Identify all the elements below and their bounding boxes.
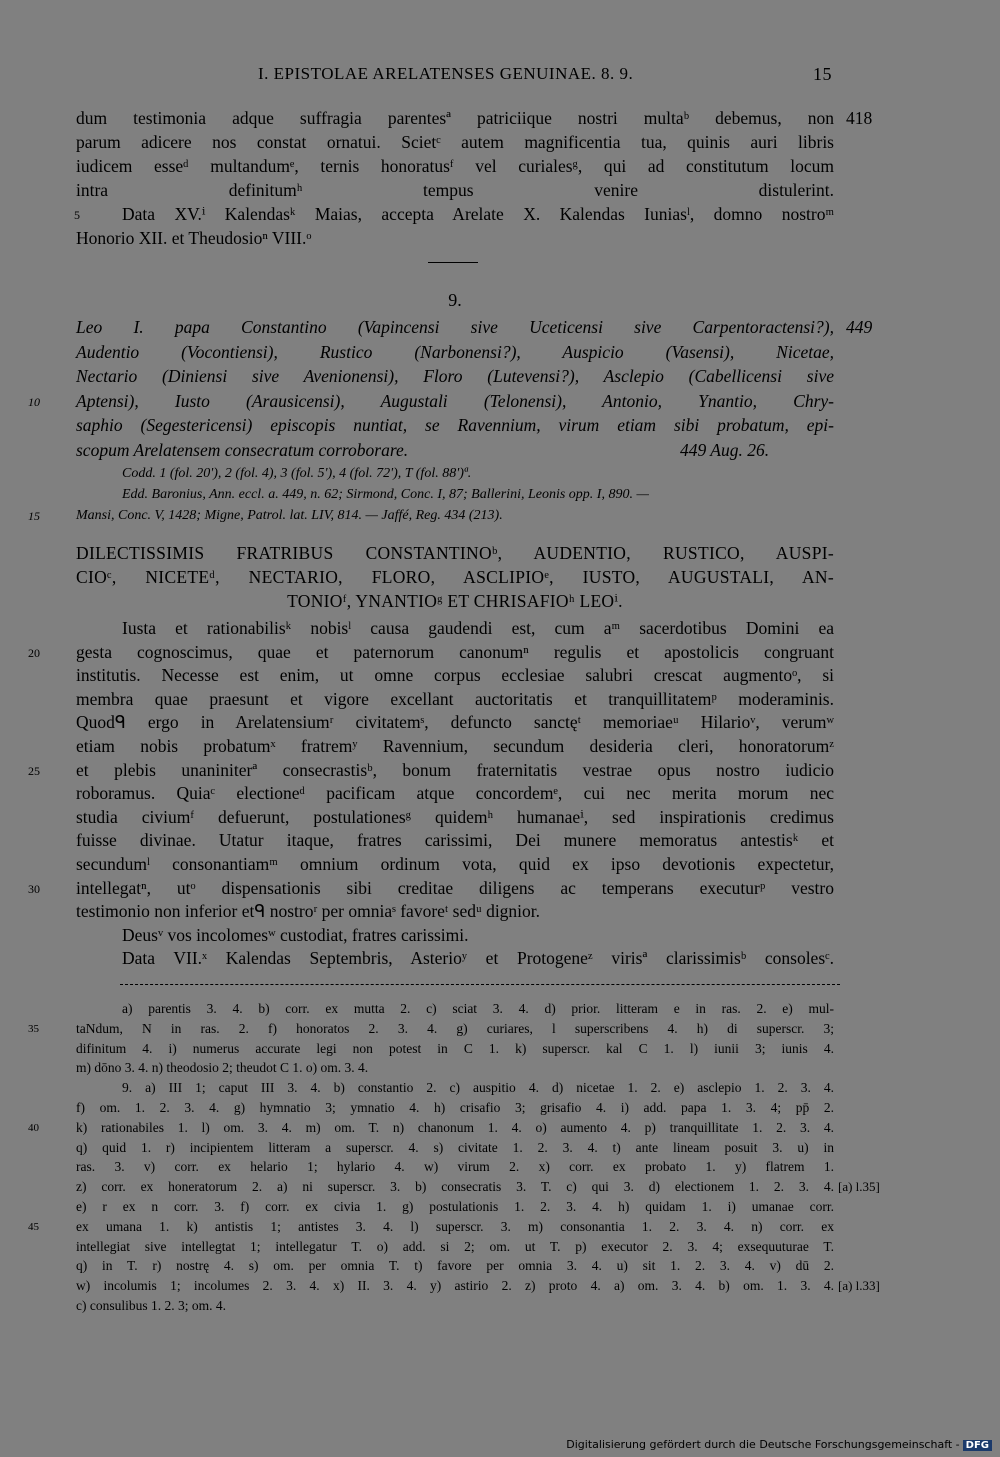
footnote-line — [76, 1296, 834, 1316]
digitization-footer — [566, 1438, 992, 1451]
footnote-line-text: q) in T. r) nostrę 4. s) om. per omnia T. t) favore per omnia 3. 4. u) sit 1. 2. 3. 4. v) dū 2. — [76, 1258, 834, 1274]
codices-editions — [28, 463, 834, 526]
body-line — [28, 640, 834, 664]
footnote-line-text: a) parentis 3. 4. b) corr. ex mutta 2. c) sciat 3. 4. d) prior. litteram e in ras. 2. e) mul- — [122, 1001, 834, 1016]
body-line — [76, 946, 834, 970]
footnote-line-text: 9. a) III 1; caput III 3. 4. b) constantio 2. c) auspitio 4. d) nicetae 1. 2. e) asclepio 1. 2. 3. 4. — [122, 1080, 834, 1096]
salutation-line: TONIOᶠ, YNANTIOᵍ ET CHRISAFIOʰ LEOⁱ. — [287, 591, 623, 611]
footnote-line-text: k) rationabiles 1. l) om. 3. 4. m) om. T. n) chanonum 1. 4. o) aumento 4. p) tranquillitate 1. 2. 3. 4. — [76, 1119, 834, 1135]
summary-line — [76, 364, 834, 389]
line-number: 15 — [28, 509, 40, 523]
text-line-text: Data XV.ⁱ Kalendasᵏ Maias, accepta Arelate X. Kalendas Iuniasˡ, domno nostroᵐ — [122, 204, 834, 224]
margin-number: 449 — [846, 317, 873, 337]
text-line — [76, 226, 834, 250]
body-line-text: roboramus. Quiaᶜ electioneᵈ pacificam atque concordemᵉ, cui nec merita morum nec — [76, 783, 834, 804]
footnote-line — [76, 1138, 834, 1158]
running-title: I. EPISTOLAE ARELATENSES GENUINAE. 8. 9. — [258, 64, 634, 83]
footnote-line — [76, 1197, 834, 1217]
footnote-line-text: q) quid 1. r) incipientem litteram a superscr. 4. s) civitate 1. 2. 3. 4. t) ante lineam posuit 3. u) in — [76, 1139, 834, 1155]
summary-line — [28, 389, 834, 414]
body-line-text: etiam nobis probatumˣ fratremʸ Ravennium, secundum desideria cleri, honoratorumᶻ — [76, 735, 834, 756]
summary-line-text: saphio (Segestericensi) episcopis nuntiat, se Ravennium, virum etiam sibi probatum, epi- — [76, 415, 834, 435]
line-number: 10 — [28, 394, 40, 409]
summary-line — [76, 438, 834, 463]
body-line — [76, 616, 834, 640]
footnote-line-text: ex umana 1. k) antistis 1; antistes 3. 4. l) superscr. 3. m) consonantia 1. 2. 3. 4. n) corr. ex — [76, 1218, 834, 1234]
body-line-text: Quodᑫ ergo in Arelatensiumʳ civitatemˢ, defuncto sanctęᵗ memoriaeᵘ Hilarioᵛ, verumʷ — [76, 712, 834, 733]
letter-number: 9. — [448, 290, 462, 310]
line-number: 40 — [28, 1121, 39, 1134]
footnote-line — [76, 1276, 880, 1296]
footnote-line-text: taNdum, N in ras. 2. f) honoratos 2. 3. 4. g) curiares, l superscribens 4. h) di superscr. 3; — [76, 1020, 834, 1036]
footnote-line-text: z) corr. ex honeratorum 2. a) ni superscr. 3. b) consecratis 3. T. c) qui 3. d) electionem 1. 2. 3. 4. — [76, 1179, 834, 1195]
summary-line — [76, 413, 834, 438]
body-line — [76, 923, 834, 947]
margin-number: [a) l.35] — [838, 1179, 880, 1195]
line-number: 35 — [28, 1022, 39, 1035]
body-line-text: fuisse divinae. Utatur itaque, fratres carissimi, Dei munere memoratus antestisᵏ et — [76, 830, 834, 851]
summary-line-text: Leo I. papa Constantino (Vapincensi sive Uceticensi sive Carpentoractensi?), — [76, 317, 834, 337]
text-line-text: dum testimonia adque suffragia parentesª patriciique nostri multaᵇ debemus, non — [76, 108, 834, 128]
body-line-text: Data VII.ˣ Kalendas Septembris, Asterioʸ et Protogeneᶻ virisª clarissimisᵇ consolesᶜ. — [122, 948, 834, 969]
footnote-line — [76, 1098, 834, 1118]
codd-line-text: Codd. 1 (fol. 20'), 2 (fol. 4), 3 (fol. 5'), 4 (fol. 72'), T (fol. 88')ª. — [122, 466, 472, 481]
body-line — [76, 828, 834, 852]
summary-line — [76, 340, 834, 365]
salutation-line: DILECTISSIMIS FRATRIBUS CONSTANTINOᵇ, AUDENTIO, RUSTICO, AUSPI- — [76, 543, 834, 563]
footnote-rule — [120, 984, 840, 986]
footnote-line-text: e) r ex n corr. 3. f) corr. ex civia 1. g) postulationis 1. 2. 3. 4. h) quidam 1. i) umanae corr. — [76, 1198, 834, 1214]
summary-line-text: Aptensi), Iusto (Arausicensi), Augustali (Telonensi), Antonio, Ynantio, Chry- — [76, 390, 834, 411]
body-line-text: Deusᵛ vos incolomesʷ custodiat, fratres carissimi. — [122, 924, 469, 945]
letter-date: 449 Aug. 26. — [680, 439, 770, 460]
footnote-line — [76, 1039, 834, 1059]
footer-text: Digitalisierung gefördert durch die Deutsche Forschungsgemeinschaft - — [566, 1438, 960, 1451]
summary-line-text: Nectario (Diniensi sive Avenionensi), Floro (Lutevensi?), Asclepio (Cabellicensi sive — [76, 366, 834, 386]
codd-line-text: Edd. Baronius, Ann. eccl. a. 449, n. 62; Sirmond, Conc. I, 87; Ballerini, Leonis opp. I, 890. — — [122, 487, 649, 502]
summary-line — [76, 315, 873, 340]
margin-number: 418 — [846, 108, 873, 128]
footnote-line-text: intellegiat sive intellegtat 1; intellegatur T. o) add. si 2; om. ut T. p) executor 2. 3. 4; exsequuturae T. — [76, 1238, 834, 1254]
footnote-line — [76, 1157, 834, 1177]
body-line — [76, 899, 834, 923]
text-line — [76, 130, 834, 154]
body-line-text: secundumˡ consonantiamᵐ omnium ordinum vota, quid ex ipso devotionis expectetur, — [76, 853, 834, 874]
footnote-line — [76, 1237, 834, 1257]
separator-rule — [428, 262, 478, 263]
text-line — [76, 154, 834, 178]
line-number: 45 — [28, 1220, 39, 1233]
body-line — [28, 758, 834, 782]
line-number: 5 — [74, 208, 80, 222]
body-line-text: membra quae praesunt et vigore excellant auctoritatis et tranquillitatemᵖ moderaminis. — [76, 688, 834, 709]
text-line-text: intra definitumʰ tempus venire distulerint. — [76, 180, 834, 200]
codd-line — [28, 505, 834, 526]
text-line-text: Honorio XII. et Theudosioⁿ VIII.ᵒ — [76, 228, 312, 248]
footnote-line-text: difinitum 4. i) numerus accurate legi non potest in C 1. k) superscr. kal C 1. l) iunii 3; iunis 4. — [76, 1040, 834, 1056]
body-line — [76, 687, 834, 711]
line-number: 30 — [28, 881, 40, 896]
footnote-line — [28, 1217, 834, 1237]
footnote-line-text: c) consulibus 1. 2. 3; om. 4. — [76, 1297, 226, 1313]
footnote-line-text: ras. 3. v) corr. ex helario 1; hylario 4. w) virum 2. x) corr. ex probato 1. y) flatrem 1. — [76, 1159, 834, 1175]
footnotes — [28, 999, 880, 1316]
body-line — [76, 781, 834, 805]
footnote-line-text: m) dōno 3. 4. n) theodosio 2; theudot C 1. o) om. 3. 4. — [76, 1060, 369, 1076]
text-line — [76, 178, 834, 202]
running-header — [0, 64, 1000, 92]
body-line-text: intellegatⁿ, utᵒ dispensationis sibi creditae diligens ac temperans executurᵖ vestro — [76, 877, 834, 898]
text-line — [76, 202, 834, 226]
text-line — [76, 106, 873, 130]
text-line-text: iudicem esseᵈ multandumᵉ, ternis honoratusᶠ vel curialesᵍ, qui ad constitutum locum — [76, 156, 834, 176]
codd-line — [76, 484, 834, 505]
body-line — [76, 734, 834, 758]
salutation-line: CIOᶜ, NICETEᵈ, NECTARIO, FLORO, ASCLIPIOᵉ, IUSTO, AUGUSTALI, AN- — [76, 567, 834, 587]
body-line-text: et plebis unaniniterª consecrastisᵇ, bonum fraternitatis vestrae opus nostro iudicio — [76, 759, 834, 780]
footnote-line — [76, 1058, 834, 1078]
body-line-text: testimonio non inferior etᑫ nostroʳ per omniaˢ favoreᵗ sedᵘ dignior. — [76, 901, 541, 922]
body-line-text: gesta cognoscimus, quae et paternorum canonumⁿ regulis et apostolicis congruant — [76, 641, 834, 662]
body-line — [76, 710, 834, 734]
body-line-text: institutis. Necesse est enim, ut omne corpus ecclesiae salubri crescat augmentoᵒ, si — [76, 665, 834, 686]
summary-line-text: Audentio (Vocontiensi), Rustico (Narbonensi?), Auspicio (Vasensi), Nicetae, — [76, 341, 834, 362]
text-line-text: parum adicere nos constat ornatui. Scietᶜ autem magnificentia tua, quinis auri libris — [76, 132, 834, 152]
page-number: 15 — [813, 64, 832, 84]
footnote-line-text: f) om. 1. 2. 3. 4. g) hymnatio 3; ymnatio 4. h) crisafio 3; grisafio 4. i) add. papa 1. 3. 4; pp̄ 2. — [76, 1099, 834, 1115]
footnote-line — [28, 1019, 834, 1039]
dfg-logo: DFG — [963, 1440, 992, 1451]
footnote-line — [76, 1078, 834, 1098]
line-number: 25 — [28, 763, 40, 778]
footnote-line — [28, 1118, 834, 1138]
footnote-line — [76, 1177, 880, 1197]
section-8-text — [74, 106, 873, 250]
letter-summary — [28, 315, 873, 462]
line-number: 20 — [28, 645, 40, 660]
letter-body — [28, 616, 834, 970]
codd-line-text: Mansi, Conc. V, 1428; Migne, Patrol. lat. LIV, 814. — Jaffé, Reg. 434 (213). — [76, 508, 503, 523]
summary-line-text: scopum Arelatensem consecratum corroborare. — [76, 439, 409, 460]
footnote-line-text: w) incolumis 1; incolumes 2. 3. 4. x) II. 3. 4. y) astirio 2. z) proto 4. a) om. 3. 4. b) om. 1. 3. 4. — [76, 1278, 834, 1294]
body-line-text: Iusta et rationabilisᵏ nobisˡ causa gaudendi est, cum aᵐ sacerdotibus Domini ea — [122, 618, 834, 638]
body-line — [76, 805, 834, 829]
body-line — [76, 663, 834, 687]
margin-number: [a) l.33] — [838, 1278, 880, 1294]
codd-line — [76, 463, 834, 484]
body-line-text: studia civiumᶠ defuerunt, postulationesᵍ quidemʰ humanaeⁱ, sed inspirationis credimus — [76, 806, 834, 827]
body-line — [28, 876, 834, 900]
salutation — [76, 541, 834, 613]
footnote-line — [76, 1256, 834, 1276]
footnote-line — [76, 999, 834, 1019]
body-line — [76, 852, 834, 876]
